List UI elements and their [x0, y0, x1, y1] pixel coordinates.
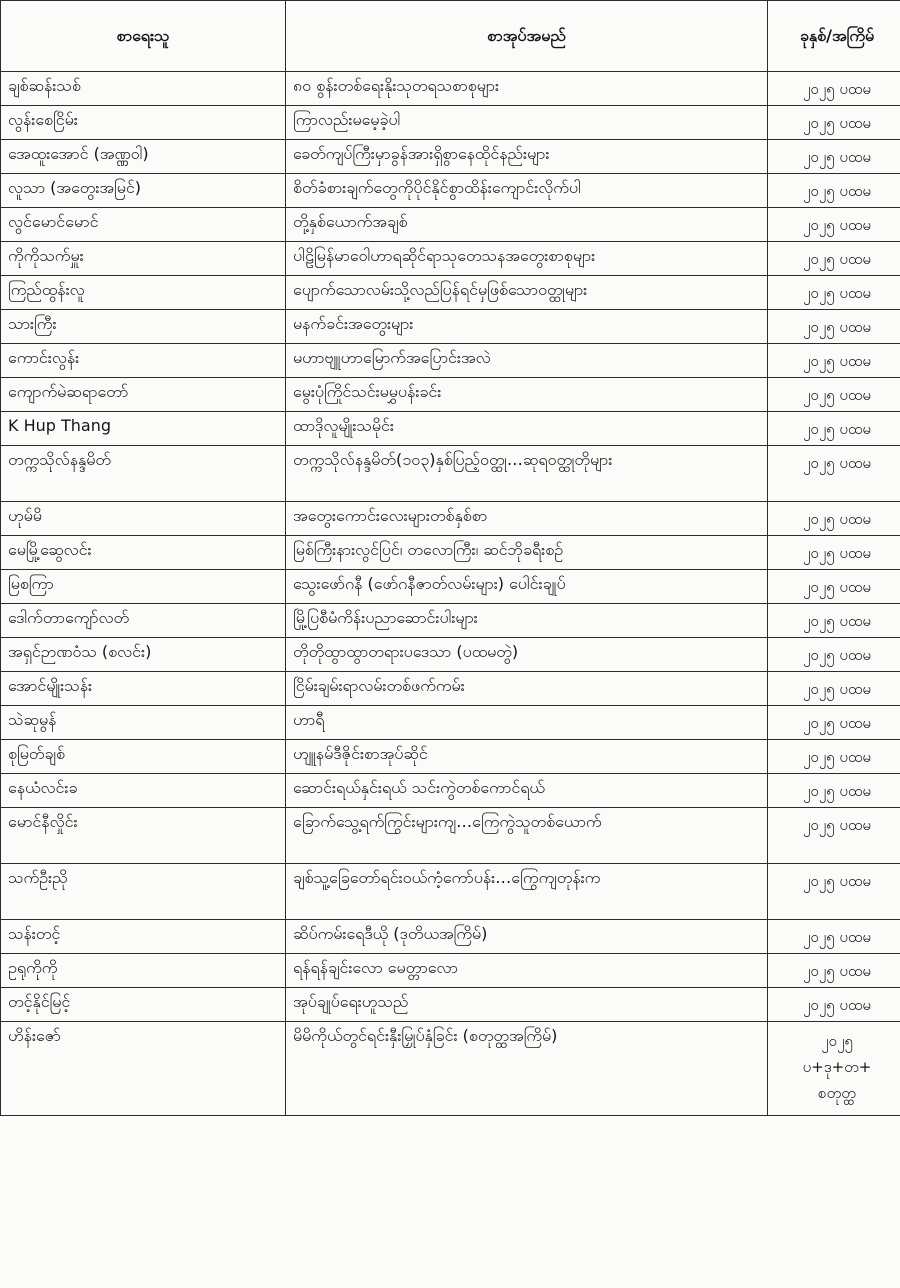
author-cell: ဥရုကိုကို [1, 954, 286, 988]
table-row [1, 774, 900, 808]
title-cell: မြို့ပြစီမံကိန်းပညာဆောင်းပါးများ [286, 604, 768, 638]
edition-cell: ၂၀၂၅ ပထမ [768, 706, 900, 740]
title-cell: ဟျူနမ်ဒီဇိုင်းစာအုပ်ဆိုင် [286, 740, 768, 774]
table-row [1, 378, 900, 412]
title-cell: ခေတ်ကျပ်ကြီးမှာခွန်အားရှိစွာနေထိုင်နည်းများ [286, 140, 768, 174]
author-cell: စုမြတ်ချစ် [1, 740, 286, 774]
author-cell: ကြည်ထွန်းလူ [1, 276, 286, 310]
edition-cell: ၂၀၂၅ ပထမ [768, 988, 900, 1022]
title-cell: အုပ်ချုပ်ရေးဟူသည် [286, 988, 768, 1022]
edition-cell: ၂၀၂၅ ပထမ [768, 740, 900, 774]
edition-cell: ၂၀၂၅ ပထမ [768, 864, 900, 920]
author-cell: ဟုမ်မိ [1, 502, 286, 536]
edition-cell: ၂၀၂၅ ပထမ [768, 808, 900, 864]
author-cell: လွန်းစေငြိမ်း [1, 106, 286, 140]
author-cell: သဲဆုမွန် [1, 706, 286, 740]
edition-cell: ၂၀၂၅ ပထမ [768, 378, 900, 412]
author-cell: လူသာ (အတွေးအမြင်) [1, 174, 286, 208]
title-cell: ကြာလည်းမမေ့ခဲ့ပါ [286, 106, 768, 140]
title-cell: ပျောက်သောလမ်းသို့လည်ပြန်ရင်မှဖြစ်သောဝတ္ထုများ [286, 276, 768, 310]
edition-cell: ၂၀၂၅ ပထမ [768, 310, 900, 344]
author-cell: လွင်မောင်မောင် [1, 208, 286, 242]
title-cell: တို့နှစ်ယောက်အချစ် [286, 208, 768, 242]
title-cell: ဆောင်းရယ်နှင်းရယ် သင်းကွဲတစ်ကောင်ရယ် [286, 774, 768, 808]
author-cell: ဟိန်းဇော် [1, 1022, 286, 1116]
table-row [1, 808, 900, 864]
edition-cell: ၂၀၂၅ ပထမ [768, 672, 900, 706]
author-cell: နေယံလင်းခ [1, 774, 286, 808]
table-row [1, 446, 900, 502]
author-cell: တက္ကသိုလ်နန္ဒမိတ် [1, 446, 286, 502]
author-cell: သန်းတင့် [1, 920, 286, 954]
table-row [1, 954, 900, 988]
table-row [1, 502, 900, 536]
table-row [1, 604, 900, 638]
edition-cell: ၂၀၂၅ ပထမ [768, 242, 900, 276]
title-cell: ဆိပ်ကမ်းရေဒီယို (ဒုတိယအကြိမ်) [286, 920, 768, 954]
author-cell: ကောင်းလွန်း [1, 344, 286, 378]
header-row [1, 1, 900, 72]
edition-cell: ၂၀၂၅ ပ+ဒု+တ+ စတုတ္ထ [768, 1022, 900, 1116]
table-row [1, 344, 900, 378]
table-row [1, 706, 900, 740]
edition-cell: ၂၀၂၅ ပထမ [768, 920, 900, 954]
table-row [1, 570, 900, 604]
author-cell: မြစကြာ [1, 570, 286, 604]
edition-cell: ၂၀၂၅ ပထမ [768, 72, 900, 106]
title-cell: သွေးဖော်ဂနီ (ဖော်ဂနီဇာတ်လမ်းများ) ပေါင်းချုပ် [286, 570, 768, 604]
edition-cell: ၂၀၂၅ ပထမ [768, 344, 900, 378]
author-cell: ကိုကိုသက်မှူး [1, 242, 286, 276]
title-cell: မွေးပုံကြိုင်သင်းမမွှပန်းခင်း [286, 378, 768, 412]
edition-cell: ၂၀၂၅ ပထမ [768, 604, 900, 638]
author-cell: အောင်မျိုးသန်း [1, 672, 286, 706]
table-row [1, 740, 900, 774]
edition-column-header: ခုနှစ်/အကြိမ် [768, 1, 900, 72]
title-cell: ငြိမ်းချမ်းရာလမ်းတစ်ဖက်ကမ်း [286, 672, 768, 706]
edition-cell: ၂၀၂၅ ပထမ [768, 276, 900, 310]
table-row [1, 638, 900, 672]
title-column-header: စာအုပ်အမည် [286, 1, 768, 72]
edition-cell: ၂၀၂၅ ပထမ [768, 106, 900, 140]
title-cell: စိတ်ခံစားချက်တွေကိုပိုင်နိုင်စွာထိန်းကျောင်းလိုက်ပါ [286, 174, 768, 208]
table-row [1, 106, 900, 140]
title-cell: အတွေးကောင်းလေးများတစ်နှစ်စာ [286, 502, 768, 536]
title-cell: တက္ကသိုလ်နန္ဒမိတ်(၁၀၃)နှစ်ပြည့်ဝတ္ထု…ဆုရဝတ္ထုတိုများ [286, 446, 768, 502]
title-cell: တိုတိုထွာထွာတရားပဒေသာ (ပထမတွဲ) [286, 638, 768, 672]
edition-cell: ၂၀၂၅ ပထမ [768, 208, 900, 242]
table-row [1, 72, 900, 106]
title-cell: မြစ်ကြီးနားလွင်ပြင်၊ တလောကြီး၊ ဆင်ဘိုခရီးစဉ် [286, 536, 768, 570]
table-row [1, 412, 900, 446]
table-row [1, 536, 900, 570]
table-row [1, 208, 900, 242]
table-row [1, 864, 900, 920]
table-row [1, 988, 900, 1022]
table-row [1, 920, 900, 954]
table-row [1, 140, 900, 174]
table-row [1, 1022, 900, 1116]
title-cell: ဟာရီ [286, 706, 768, 740]
edition-cell: ၂၀၂၅ ပထမ [768, 502, 900, 536]
table-row [1, 672, 900, 706]
edition-cell: ၂၀၂၅ ပထမ [768, 412, 900, 446]
title-cell: ပါဠိမြန်မာဝေါဟာရဆိုင်ရာသုတေသနအတွေးစာစုများ [286, 242, 768, 276]
author-cell: မေမြို့ဆွေလင်း [1, 536, 286, 570]
title-cell: ခြောက်သွေ့ရက်ကြွင်းများကျ…ကြေကွဲသူတစ်ယောက် [286, 808, 768, 864]
author-cell: တင့်နိုင်မြင့် [1, 988, 286, 1022]
author-cell: သားကြီး [1, 310, 286, 344]
edition-cell: ၂၀၂၅ ပထမ [768, 570, 900, 604]
author-cell: ကျောက်မဲဆရာတော် [1, 378, 286, 412]
author-cell: မောင်နီလှိုင်း [1, 808, 286, 864]
author-cell: အေထူးအောင် (အဏ္ဏဝါ) [1, 140, 286, 174]
edition-cell: ၂၀၂၅ ပထမ [768, 140, 900, 174]
author-cell: K Hup Thang [1, 412, 286, 446]
title-cell: ရန်ရန်ချင်းလော မေတ္တာလော [286, 954, 768, 988]
title-cell: မဟာဗျူဟာမြောက်အပြောင်းအလဲ [286, 344, 768, 378]
author-cell: သက်ဦးညို [1, 864, 286, 920]
table-row [1, 242, 900, 276]
edition-cell: ၂၀၂၅ ပထမ [768, 174, 900, 208]
author-cell: ချစ်ဆန်းသစ် [1, 72, 286, 106]
table-row [1, 310, 900, 344]
table-row [1, 174, 900, 208]
title-cell: ထာဒိုလူမျိုးသမိုင်း [286, 412, 768, 446]
author-cell: ဒေါက်တာကျော်လတ် [1, 604, 286, 638]
author-cell: အရှင်ဉာဏဝံသ (စလင်း) [1, 638, 286, 672]
title-cell: ၈၀ စွန်းတစ်ရေးနိုးသုတရသစာစုများ [286, 72, 768, 106]
author-column-header: စာရေးသူ [1, 1, 286, 72]
title-cell: မိမိကိုယ်တွင်ရင်းနှီးမြှုပ်နှံခြင်း (စတုတ္ထအကြိမ်) [286, 1022, 768, 1116]
edition-cell: ၂၀၂၅ ပထမ [768, 638, 900, 672]
edition-cell: ၂၀၂၅ ပထမ [768, 954, 900, 988]
title-cell: မနက်ခင်းအတွေးများ [286, 310, 768, 344]
book-rows [1, 72, 900, 1116]
edition-cell: ၂၀၂၅ ပထမ [768, 774, 900, 808]
edition-cell: ၂၀၂၅ ပထမ [768, 536, 900, 570]
table-row [1, 276, 900, 310]
edition-cell: ၂၀၂၅ ပထမ [768, 446, 900, 502]
title-cell: ချစ်သူ့ခြေတော်ရင်းဝယ်ကံ့ကော်ပန်း…ကြွေကျတုန်းက [286, 864, 768, 920]
